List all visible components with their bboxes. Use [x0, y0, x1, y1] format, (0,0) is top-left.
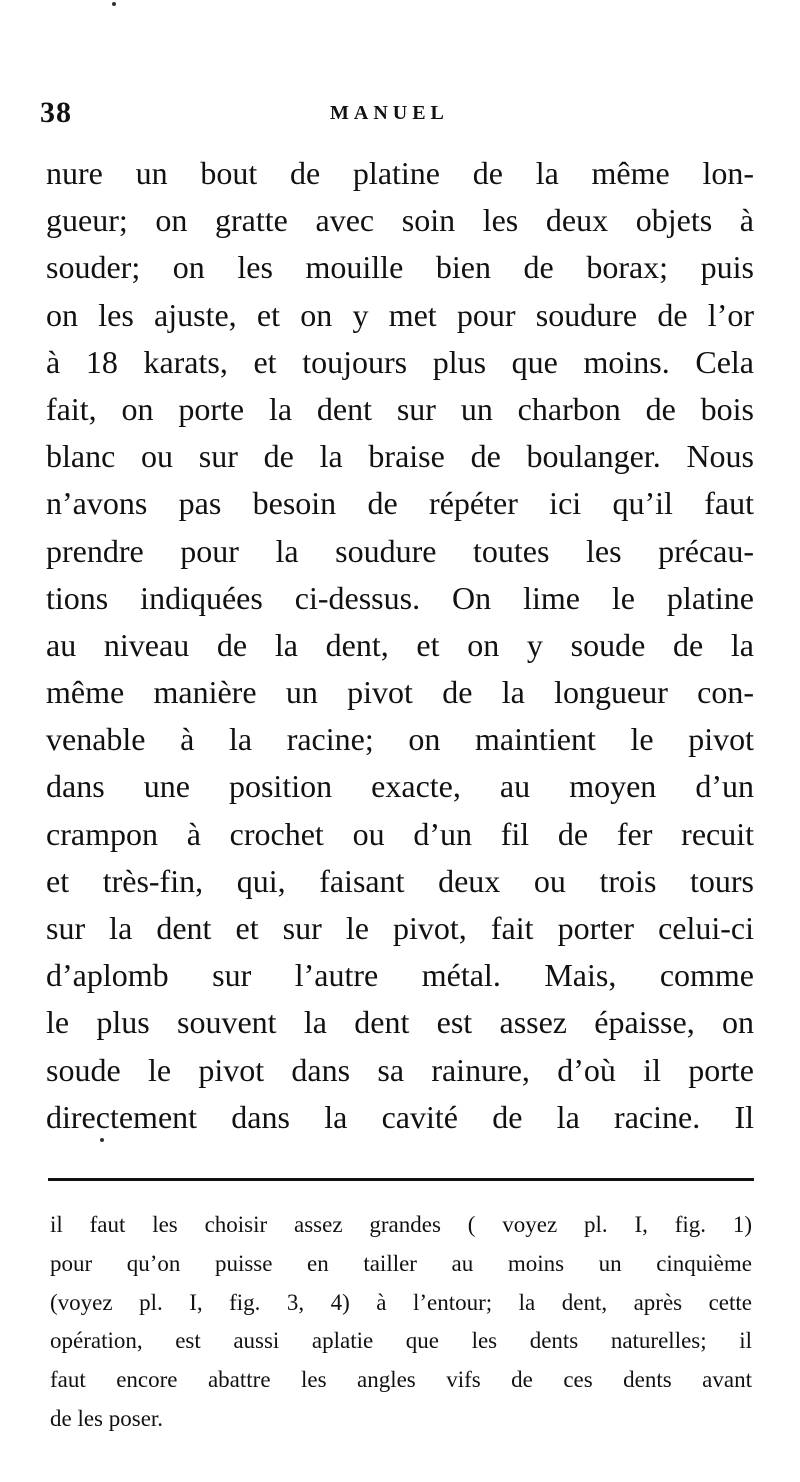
body-line: d’aplomb sur l’autre métal. Mais, comme: [46, 957, 754, 994]
body-text: [46, 150, 754, 1141]
body-line: et très-fin, qui, faisant deux ou trois tours: [46, 862, 754, 899]
ink-speck: [100, 1138, 104, 1142]
body-line: gueur; on gratte avec soin les deux objets à: [46, 202, 754, 239]
body-line: n’avons pas besoin de répéter ici qu’il faut: [46, 485, 754, 522]
body-line: dans une position exacte, au moyen d’un: [46, 768, 754, 805]
footnote-separator-rule: [48, 1178, 754, 1181]
body-line: venable à la racine; on maintient le pivot: [46, 721, 754, 758]
footnote-line: faut encore abattre les angles vifs de ces dents avant: [50, 1367, 752, 1393]
body-line: même manière un pivot de la longueur con-: [46, 674, 754, 711]
body-line: sur la dent et sur le pivot, fait porter celui-ci: [46, 910, 754, 946]
body-line: souder; on les mouille bien de borax; puis: [46, 249, 754, 286]
page-number: 38: [40, 96, 72, 129]
body-line: prendre pour la soudure toutes les précau-: [46, 532, 754, 569]
ink-speck: [112, 2, 116, 6]
footnote-line: pour qu’on puisse en tailler au moins un cinquième: [50, 1250, 752, 1276]
footnote-line: (voyez pl. I, fig. 3, 4) à l’entour; la dent, après cette: [50, 1289, 752, 1315]
footnote-line: de les poser.: [50, 1405, 164, 1431]
footnote: [50, 1206, 752, 1439]
body-line: nure un bout de platine de la même lon-: [46, 155, 754, 191]
body-line: fait, on porte la dent sur un charbon de bois: [46, 390, 754, 427]
body-line: soude le pivot dans sa rainure, d’où il porte: [46, 1051, 754, 1088]
body-line: au niveau de la dent, et on y soude de la: [46, 626, 754, 663]
body-line: blanc ou sur de la braise de boulanger. Nous: [46, 438, 754, 475]
body-line: tions indiquées ci-dessus. On lime le platine: [46, 579, 754, 616]
footnote-line: il faut les choisir assez grandes ( voyez pl. I, fig. 1): [50, 1212, 752, 1237]
body-line: crampon à crochet ou d’un fil de fer recuit: [46, 815, 754, 852]
body-line: on les ajuste, et on y met pour soudure de l’or: [46, 296, 754, 333]
footnote-line: opération, est aussi aplatie que les dents naturelles; il: [50, 1328, 752, 1354]
page-header: [40, 96, 760, 136]
body-line: directement dans la cavité de la racine. Il: [46, 1098, 754, 1135]
running-head: MANUEL: [330, 102, 449, 124]
body-line: le plus souvent la dent est assez épaisse, on: [46, 1004, 754, 1041]
body-line: à 18 karats, et toujours plus que moins. Cela: [46, 343, 754, 380]
